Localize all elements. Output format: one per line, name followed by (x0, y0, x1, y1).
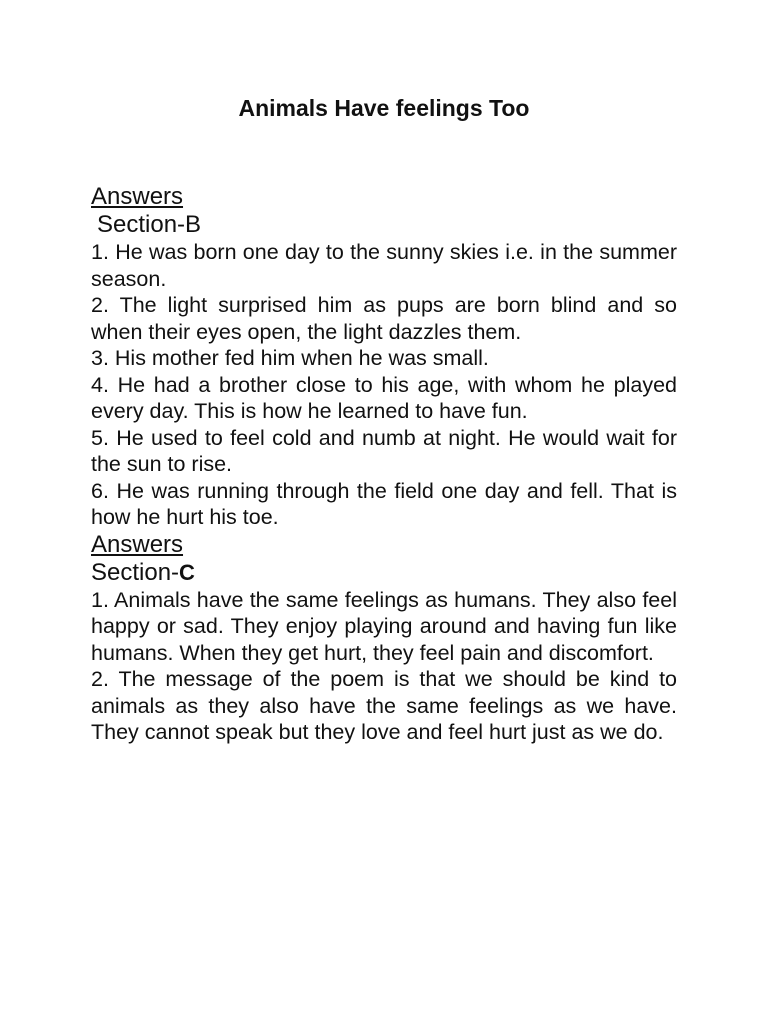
section-b-answer-2: 2. The light surprised him as pups are born blind and so when their eyes open, the light dazzles them. (91, 293, 677, 344)
section-c (91, 531, 677, 746)
document-title: Animals Have feelings Too (238, 95, 530, 121)
section-b-answer-4: 4. He had a brother close to his age, with whom he played every day. This is how he learned to have fun. (91, 372, 677, 423)
document-body (91, 183, 677, 746)
section-c-answer-list (91, 587, 677, 746)
section-b-heading: Section-B (97, 211, 202, 238)
section-c-heading-prefix: Section- (91, 558, 180, 586)
answers-heading-b: Answers (91, 183, 184, 210)
section-c-heading (91, 559, 677, 587)
section-b (91, 183, 677, 531)
section-b-answer-1: 1. He was born one day to the sunny skies i.e. in the summer season. (91, 240, 677, 291)
section-b-answer-5: 5. He used to feel cold and numb at night. He would wait for the sun to rise. (91, 425, 677, 476)
section-b-answer-6: 6. He was running through the field one day and fell. That is how he hurt his toe. (91, 478, 677, 529)
section-c-answer-1: 1. Animals have the same feelings as humans. They also feel happy or sad. They enjoy playing around and having fun like humans. When they get hurt, they feel pain and discomfort. (91, 587, 677, 665)
section-b-answer-list (91, 239, 677, 531)
section-c-answer-2: 2. The message of the poem is that we should be kind to animals as they also have the same feelings as we have. They cannot speak but they love and feel hurt just as we do. (91, 667, 677, 744)
answers-heading-c: Answers (91, 530, 184, 558)
section-c-heading-letter: C (179, 559, 195, 585)
section-b-answer-3: 3. His mother fed him when he was small. (91, 346, 489, 370)
